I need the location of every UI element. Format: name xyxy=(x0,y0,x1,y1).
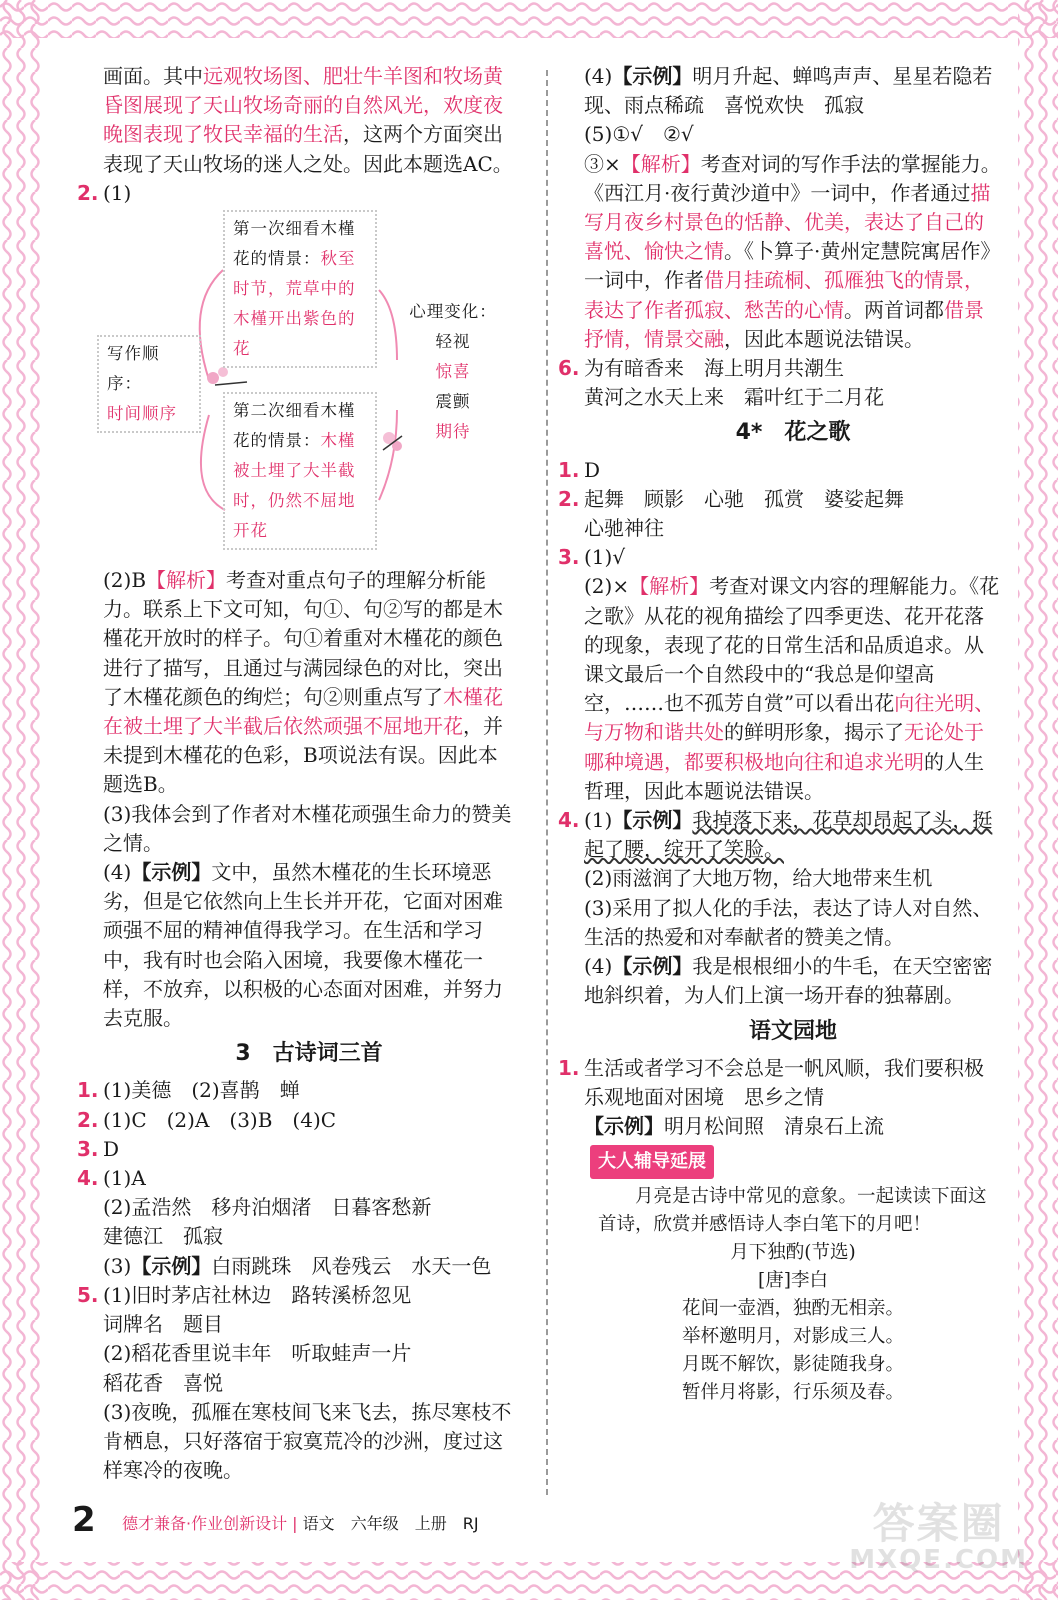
s3-q4-2: (2)孟浩然 移舟泊烟渚 日暮客愁新 xyxy=(103,1195,432,1220)
s4-q4-4: (4)【示例】我是根根细小的牛毛，在天空密密地斜织着，为人们上演一场开春的独幕剧。 xyxy=(584,954,993,1008)
poem-line: 举杯邀明月，对影成三人。 xyxy=(681,1325,904,1347)
poem-title: 月下独酌(节选) xyxy=(730,1241,856,1263)
q5-5-answer: (5)①√ ②√ xyxy=(584,122,694,147)
watermark-logo: 答案圈 MXQE.COM xyxy=(849,1499,1028,1575)
s3-q4: 4. (1)A xyxy=(77,1166,146,1191)
page-number: 2 xyxy=(72,1500,96,1540)
q1-answer-tail: 画面。其中远观牧场图、肥壮牛羊图和牧场黄昏图展现了天山牧场奇丽的自然风光，欢度夜晚图表现了牧民幸福的生活，这两个方面突出表现了天山牧场的迷人之处。因此本题选AC。 xyxy=(103,64,513,176)
section-title-4: 4* 花之歌 xyxy=(735,420,851,446)
psychology-change-box: 心理变化： 轻视 惊喜 震颤 期待 xyxy=(409,302,497,442)
extension-intro: 月亮是古诗中常见的意象。一起读读下面这首诗，欣赏并感悟诗人李白笔下的月吧！ xyxy=(598,1185,987,1235)
section-title-yuwen: 语文园地 xyxy=(748,1018,837,1044)
poem-line: 暂伴月将影，行乐须及春。 xyxy=(681,1381,904,1403)
q5-6-answer: ③×【解析】考查对词的写作手法的掌握能力。《西江月·夜行黄沙道中》一词中，作者通过描写月夜乡村景色的恬静、优美，表达了自己的喜悦、愉快之情。《卜算子·黄州定慧院寓居作》一词中，作者借月挂疏桐、孤雁独飞的情景，表达了作者孤寂、愁苦的心情。两首词都借景抒情，情景交融，因此本题说法错误。 xyxy=(584,151,1001,351)
poem-author: [唐]李白 xyxy=(758,1269,828,1291)
s4-q3: 3. (1)√ xyxy=(558,545,626,570)
q5-4-answer: (4)【示例】明月升起、蝉鸣声声、星星若隐若现、雨点稀疏 喜悦欢快 孤寂 xyxy=(584,64,993,118)
q2-2-answer: (2)B【解析】考查对重点句子的理解分析能力。联系上下文可知，句①、句②写的都是木槿花开放时的样子。句①着重对木槿花的颜色进行了描写，且通过与满园绿色的对比，突出了木槿花颜色的绚烂；句②则重点写了木槿花在被土埋了大半截后依然顽强不屈地开花，并未提到木槿花的色彩，B项说法有误。因此本题选B。 xyxy=(103,568,503,797)
book-series: 德才兼备·作业创新设计 | 语文 六年级 上册 RJ xyxy=(122,1514,479,1533)
s3-q5-1b: 词牌名 题目 xyxy=(103,1312,223,1337)
s3-q5-2b: 稻花香 喜悦 xyxy=(103,1370,223,1395)
second-observation-box: 第二次细看木槿花的情景：木槿被土埋了大半截时，仍然不屈地开花 xyxy=(223,392,377,550)
writing-order-box: 写作顺序： 时间顺序 xyxy=(97,335,201,433)
s4-q4: 4. (1)【示例】我掉落下来，花草却昂起了头，挺起了腰，绽开了笑脸。 xyxy=(558,808,993,862)
s3-q4-3: (3)【示例】白雨跳珠 风卷残云 水天一色 xyxy=(103,1253,492,1278)
yw-q1: 1. 生活或者学习不会总是一帆风顺，我们要积极乐观地面对困境 思乡之情 xyxy=(558,1055,984,1109)
s3-q2: 2. (1)C (2)A (3)B (4)C xyxy=(77,1107,337,1132)
s3-q5: 5. (1)旧时茅店社林边 路转溪桥忽见 xyxy=(77,1282,412,1307)
column-divider xyxy=(546,70,548,1495)
s3-q5-2: (2)稻花香里说丰年 听取蛙声一片 xyxy=(103,1341,412,1366)
s4-q4-2: (2)雨滋润了大地万物，给大地带来生机 xyxy=(584,866,933,891)
section-title-3: 3 古诗词三首 xyxy=(235,1041,383,1067)
left-column: 画面。其中远观牧场图、肥壮牛羊图和牧场黄昏图展现了天山牧场奇丽的自然风光，欢度夜晚图表现了牧民幸福的生活，这两个方面突出表现了天山牧场的迷人之处。因此本题选AC。 2. (1) 写作顺序： 时间顺序 第一次细看木槿花的情景：秋至时节，荒草中的木槿开出紫色的花 第二次细看木槿花的情景：木槿被土埋了大半截时，仍然不屈地开花 心理变化： 轻视 惊喜 震颤 期待 (2)B【解析】考查对重点句子的理解分析能力。联系上下文可知，句①、句②写的都是木槿花开放时的样子。句①着重对木槿花的颜色进行了描写，且通过与满园绿色的对比，突出了木槿花颜色的绚烂；句②则重点写了木槿花在被土埋了大半截后依然顽强不屈地开花，并未提到木槿花的色彩，B项说法有误。因此本题选B。 (3)我体会到了作者对木槿花顽强生命力的赞美之情。 (4)【示例】文中，虽然木槿花的生长环境恶劣，但是它依然向上生长并开花，它面对困难顽强不屈的精神值得我学习。在生活和学习中，我有时也会陷入困境，我要像木槿花一样，不放弃，以积极的心态面对困难，并努力去克服。 3 古诗词三首 1. (1)美德 (2)喜鹊 蝉 2. (1)C (2)A (3)B (4)C 3. D 4. (1)A (2)孟浩然 移舟泊烟渚 日暮客愁新 建德江 孤寂 (3)【示例】白雨跳珠 风卷残云 水天一色 5. (1)旧时茅店社林边 路转溪桥忽见 词牌名 题目 (2)稻花香里说丰年 听取蛙声一片 稻花香 喜悦 (3)夜晚，孤雁在寒枝间飞来飞去，拣尽寒枝不肯栖息，只好落宿于寂寞荒冷的沙洲，度过这样寒冷的夜晚。 xyxy=(103,62,515,1485)
poem xyxy=(584,1239,1002,1407)
q2-4-answer: (4)【示例】文中，虽然木槿花的生长环境恶劣，但是它依然向上生长并开花，它面对困难顽强不屈的精神值得我学习。在生活和学习中，我有时也会陷入困境，我要像木槿花一样，不放弃，以积极的心态面对困难，并努力去克服。 xyxy=(103,860,503,1031)
s4-q4-3: (3)采用了拟人化的手法，表达了诗人对自然、生活的热爱和对奉献者的赞美之情。 xyxy=(584,895,993,949)
q6-answer: 6. 为有暗香来 海上明月共潮生 xyxy=(558,356,844,381)
extension-badge: 大人辅导延展 xyxy=(590,1145,714,1178)
s4-q2: 2. 起舞 顾影 心驰 孤赏 婆娑起舞 xyxy=(558,486,904,511)
s3-q3: 3. D xyxy=(77,1136,120,1161)
s4-q3-2: (2)×【解析】考查对课文内容的理解能力。《花之歌》从花的视角描绘了四季更迭、花开花落的现象，表现了花的日常生活和品质追求。从课文最后一个自然段中的“我总是仰望高空，……也不孤芳自赏”可以看出花向往光明、与万物和谐共处的鲜明形象，揭示了无论处于哪种境遇，都要积极地向往和追求光明的人生哲理，因此本题说法错误。 xyxy=(584,574,1000,803)
s4-q1: 1. D xyxy=(558,457,601,482)
s4-q2-b: 心驰神往 xyxy=(584,516,664,541)
q6-answer-2: 黄河之水天上来 霜叶红于二月花 xyxy=(584,385,884,410)
s3-q5-3: (3)夜晚，孤雁在寒枝间飞来飞去，拣尽寒枝不肯栖息，只好落宿于寂寞荒冷的沙洲，度过这样寒冷的夜晚。 xyxy=(103,1399,512,1483)
poem-line: 月既不解饮，影徒随我身。 xyxy=(681,1353,904,1375)
mind-map xyxy=(97,210,515,560)
q2-number: 2. xyxy=(77,180,99,205)
right-column xyxy=(558,62,1002,1407)
s3-q1: 1. (1)美德 (2)喜鹊 蝉 xyxy=(77,1078,300,1103)
yw-q1-example: 【示例】明月松间照 清泉石上流 xyxy=(584,1114,884,1139)
first-observation-box: 第一次细看木槿花的情景：秋至时节，荒草中的木槿开出紫色的花 xyxy=(223,210,377,368)
poem-line: 花间一壶酒，独酌无相亲。 xyxy=(681,1297,904,1319)
page-footer xyxy=(72,1500,479,1540)
q2-3-answer: (3)我体会到了作者对木槿花顽强生命力的赞美之情。 xyxy=(103,801,512,855)
s3-q4-2b: 建德江 孤寂 xyxy=(103,1224,223,1249)
